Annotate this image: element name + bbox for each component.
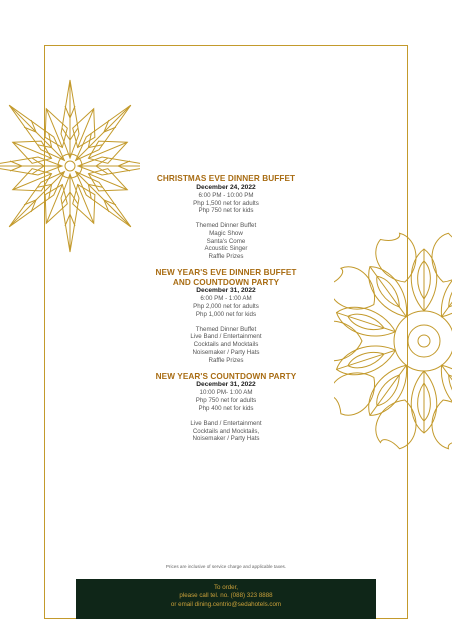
events-list xyxy=(120,174,332,450)
inclusion-item: Cocktails and Mocktails xyxy=(193,341,259,349)
event-date: December 31, 2022 xyxy=(196,381,256,389)
event-time: 6:00 PM - 1:00 AM xyxy=(200,295,252,303)
event-price-kids: Php 1,000 net for kids xyxy=(195,310,257,318)
event-price-kids: Php 400 net for kids xyxy=(198,404,254,412)
inclusion-item: Raffle Prizes xyxy=(208,253,244,261)
event-title: NEW YEAR'S EVE DINNER BUFFET xyxy=(155,268,297,278)
event-time: 6:00 PM - 10:00 PM xyxy=(198,191,254,199)
inclusion-item: Raffle Prizes xyxy=(208,356,244,364)
event-title-line-2: AND COUNTDOWN PARTY xyxy=(172,277,280,287)
star-snowflake-ornament-icon xyxy=(0,76,140,256)
mandala-flower-ornament-icon xyxy=(334,226,452,456)
inclusion-item: Live Band / Entertainment xyxy=(190,333,262,341)
event-title: CHRISTMAS EVE DINNER BUFFET xyxy=(156,174,296,183)
inclusion-item: Themed Dinner Buffet xyxy=(195,222,257,230)
inclusion-item: Live Band / Entertainment xyxy=(190,419,262,427)
event-christmas-eve xyxy=(120,174,332,261)
inclusion-item: Noisemaker / Party Hats xyxy=(192,349,260,357)
event-price-adults: Php 2,000 net for adults xyxy=(193,303,259,311)
inclusion-item: Cocktails and Mocktails, xyxy=(192,427,260,435)
order-info-footer xyxy=(76,579,376,619)
inclusion-item: Santa's Come xyxy=(206,237,246,245)
order-email[interactable]: or email dining.centrio@sedahotels.com xyxy=(170,600,282,608)
event-price-adults: Php 750 net for adults xyxy=(195,397,257,405)
event-new-years-eve xyxy=(120,268,332,365)
order-heading: To order, xyxy=(213,584,239,591)
price-note: Prices are inclusive of service charge and applicable taxes. xyxy=(165,564,287,569)
event-price-adults: Php 1,500 net for adults xyxy=(193,199,259,207)
order-phone[interactable]: please call tel. no. (088) 323 8888 xyxy=(179,592,273,600)
event-price-kids: Php 750 net for kids xyxy=(198,207,254,215)
inclusion-item: Acoustic Singer xyxy=(204,245,248,253)
inclusion-item: Magic Show xyxy=(209,229,243,237)
inclusion-item: Noisemaker / Party Hats xyxy=(192,435,260,443)
event-countdown-party xyxy=(120,372,332,443)
event-date: December 24, 2022 xyxy=(196,183,256,191)
event-title: NEW YEAR'S COUNTDOWN PARTY xyxy=(155,371,297,381)
event-time: 10:00 PM- 1:00 AM xyxy=(199,389,253,397)
event-date: December 31, 2022 xyxy=(196,287,256,295)
inclusion-item: Themed Dinner Buffet xyxy=(195,325,257,333)
